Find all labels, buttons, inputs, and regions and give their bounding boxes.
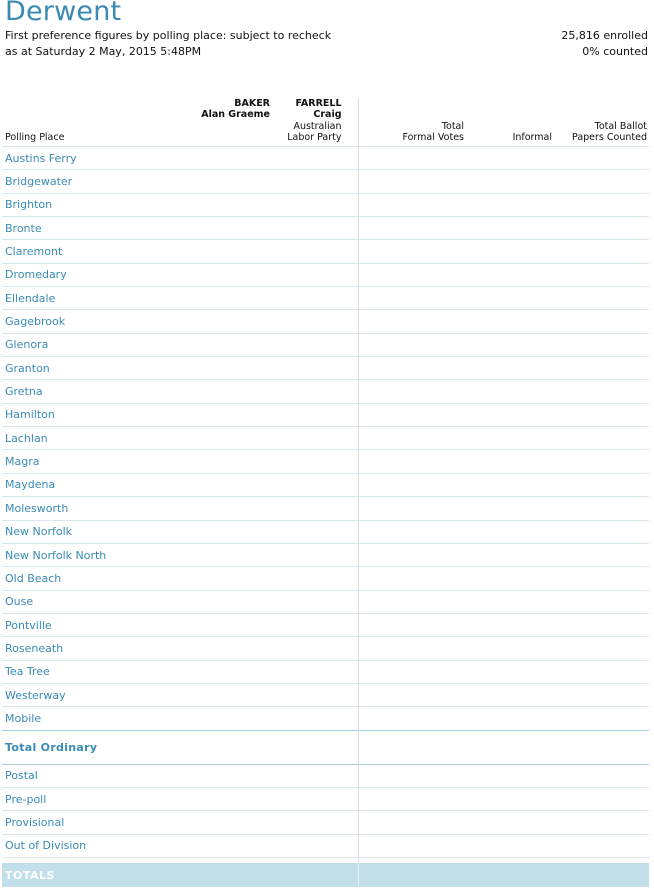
result-cell [182,473,270,496]
result-cell [358,333,470,356]
result-cell [470,543,558,566]
result-cell [558,567,649,590]
result-cell [470,520,558,543]
result-cell [558,683,649,706]
polling-place-name[interactable]: Roseneath [2,637,182,660]
page-title: Derwent [5,0,122,27]
result-cell [182,170,270,193]
result-cell [470,357,558,380]
polling-place-name[interactable]: New Norfolk [2,520,182,543]
result-cell [182,613,270,636]
result-cell [182,193,270,216]
table-row [2,613,649,636]
result-cell [270,147,358,170]
table-row [2,170,649,193]
result-cell [470,170,558,193]
result-cell [470,147,558,170]
result-cell [558,217,649,240]
result-cell [358,450,470,473]
result-cell [558,613,649,636]
result-cell [558,427,649,450]
result-cell [558,811,649,834]
polling-place-name[interactable]: Mobile [2,707,182,730]
result-cell [182,357,270,380]
result-cell [182,217,270,240]
polling-place-name[interactable]: Postal [2,764,182,787]
polling-place-name[interactable]: Pre-poll [2,787,182,810]
result-cell [558,240,649,263]
result-cell [558,660,649,683]
result-cell [270,730,358,764]
result-cell [558,787,649,810]
table-row [2,240,649,263]
result-cell [182,730,270,764]
result-cell [358,287,470,310]
result-cell [270,834,358,857]
result-cell [270,520,358,543]
result-cell [470,473,558,496]
candidate-given-name: Alan Graeme [201,109,270,120]
polling-place-name[interactable]: Hamilton [2,403,182,426]
result-cell [470,787,558,810]
candidate-party [270,121,342,143]
result-cell [182,427,270,450]
result-cell [182,450,270,473]
table-row [2,403,649,426]
polling-place-name[interactable]: Austins Ferry [2,147,182,170]
result-cell [358,543,470,566]
result-cell [558,287,649,310]
result-cell [270,287,358,310]
result-cell [358,613,470,636]
polling-place-name[interactable]: Ouse [2,590,182,613]
table-row [2,450,649,473]
polling-place-name[interactable]: Pontville [2,613,182,636]
result-cell [182,263,270,286]
result-cell [558,590,649,613]
polling-place-name[interactable]: Old Beach [2,567,182,590]
result-cell [470,240,558,263]
table-row [2,660,649,683]
table-row [2,310,649,333]
result-cell [182,637,270,660]
result-cell [558,310,649,333]
table-row [2,811,649,834]
result-cell [470,811,558,834]
result-cell [270,427,358,450]
result-cell [470,590,558,613]
result-cell [270,637,358,660]
result-cell [470,613,558,636]
table-row [2,543,649,566]
polling-place-name[interactable]: Glenora [2,333,182,356]
result-cell [358,403,470,426]
result-cell [470,310,558,333]
result-cell [358,764,470,787]
table-header-row [2,98,649,147]
result-cell [358,520,470,543]
result-cell [270,764,358,787]
result-cell [270,787,358,810]
polling-place-name[interactable]: Molesworth [2,497,182,520]
result-cell [270,357,358,380]
result-cell [470,263,558,286]
result-cell [182,310,270,333]
result-cell [470,287,558,310]
result-cell [270,683,358,706]
result-cell [182,497,270,520]
result-cell [470,637,558,660]
polling-place-name[interactable]: Brighton [2,193,182,216]
result-cell [270,567,358,590]
result-cell [270,660,358,683]
result-cell [358,811,470,834]
polling-place-name[interactable]: Out of Division [2,834,182,857]
result-cell [182,543,270,566]
result-cell [470,834,558,857]
table-row [2,333,649,356]
result-cell [270,811,358,834]
report-subtitle: First preference figures by polling place: subject to recheck [5,29,332,42]
result-cell [470,380,558,403]
result-cell [270,170,358,193]
result-cell [558,403,649,426]
result-cell [558,730,649,764]
column-header-total-formal [358,98,470,147]
table-row [2,497,649,520]
column-header-polling-place: Polling Place [5,132,65,143]
result-cell [270,403,358,426]
table-row [2,683,649,706]
result-cell [470,683,558,706]
table-row [2,357,649,380]
table-row [2,787,649,810]
candidate-surname: BAKER [234,98,270,109]
result-cell [470,193,558,216]
result-cell [558,764,649,787]
result-cell [270,193,358,216]
polling-place-name[interactable]: Ellendale [2,287,182,310]
table-row [2,637,649,660]
candidate-party-line-1: Australian [293,121,342,132]
polling-place-name[interactable]: Maydena [2,473,182,496]
result-cell [270,543,358,566]
polling-place-name[interactable]: Gagebrook [2,310,182,333]
result-cell [358,787,470,810]
result-cell [182,590,270,613]
result-cell [470,730,558,764]
result-cell [182,707,270,730]
result-cell [470,764,558,787]
result-cell [558,834,649,857]
result-cell [358,193,470,216]
result-cell [558,707,649,730]
result-cell [182,863,270,887]
result-cell [182,380,270,403]
result-cell [358,683,470,706]
polling-place-name[interactable]: Granton [2,357,182,380]
result-cell [470,707,558,730]
result-cell [558,147,649,170]
counted-percent: 0% counted [582,45,648,58]
polling-place-name[interactable]: Provisional [2,811,182,834]
result-cell [182,333,270,356]
result-cell [182,403,270,426]
result-cell [182,567,270,590]
result-cell [358,217,470,240]
result-cell [270,707,358,730]
result-cell [470,660,558,683]
report-timestamp: as at Saturday 2 May, 2015 5:48PM [5,45,202,58]
result-cell [358,834,470,857]
totals-row [2,863,649,887]
result-cell [358,240,470,263]
result-cell [470,427,558,450]
table-row [2,473,649,496]
result-cell [470,333,558,356]
candidate-party-line-2: Labor Party [287,132,342,143]
table-row [2,427,649,450]
result-cell [358,147,470,170]
polling-place-name[interactable]: Gretna [2,380,182,403]
column-header-candidate-farrell [270,98,358,147]
result-cell [182,287,270,310]
table-row [2,567,649,590]
column-header-total-ballot [558,98,649,147]
result-cell [558,333,649,356]
result-cell [182,683,270,706]
result-cell [182,147,270,170]
table-row [2,520,649,543]
result-cell [270,590,358,613]
result-cell [558,863,649,887]
table-row [2,764,649,787]
polling-place-name[interactable]: Lachlan [2,427,182,450]
header-line-2: Formal Votes [402,132,464,143]
result-cell [558,170,649,193]
candidate-given-name: Craig [313,109,342,120]
result-cell [270,240,358,263]
result-cell [270,380,358,403]
result-cell [358,707,470,730]
polling-place-name[interactable]: Bridgewater [2,170,182,193]
result-cell [470,450,558,473]
result-cell [558,520,649,543]
result-cell [182,764,270,787]
polling-place-name[interactable]: Claremont [2,240,182,263]
result-cell [358,730,470,764]
table-row [2,193,649,216]
result-cell [270,333,358,356]
result-cell [358,170,470,193]
result-cell [270,497,358,520]
result-cell [182,660,270,683]
table-row [2,287,649,310]
result-cell [182,811,270,834]
result-cell [558,543,649,566]
result-cell [182,787,270,810]
result-cell [270,473,358,496]
results-table [2,98,649,887]
result-cell [558,263,649,286]
result-cell [358,263,470,286]
result-cell [470,403,558,426]
result-cell [270,217,358,240]
result-cell [358,660,470,683]
result-cell [358,473,470,496]
result-cell [558,380,649,403]
result-cell [558,357,649,380]
result-cell [358,863,470,887]
result-cell [558,450,649,473]
column-header-candidate-baker [182,98,270,147]
result-cell [182,520,270,543]
result-cell [270,863,358,887]
column-header-informal: Informal [512,132,552,143]
table-row [2,590,649,613]
result-cell [558,193,649,216]
result-cell [358,497,470,520]
candidate-surname: FARRELL [295,98,342,109]
result-cell [470,217,558,240]
result-cell [558,473,649,496]
result-cell [182,834,270,857]
polling-place-name[interactable]: Westerway [2,683,182,706]
result-cell [470,863,558,887]
polling-place-name[interactable]: Bronte [2,217,182,240]
header-line-1: Total Ballot [594,121,647,132]
table-row [2,263,649,286]
polling-place-name[interactable]: New Norfolk North [2,543,182,566]
polling-place-name[interactable]: Magra [2,450,182,473]
result-cell [358,637,470,660]
header-line-1: Total [441,121,464,132]
result-cell [270,310,358,333]
table-row [2,217,649,240]
result-cell [470,497,558,520]
polling-place-name[interactable]: Total Ordinary [2,730,182,764]
header-line-2: Papers Counted [572,132,647,143]
result-cell [358,357,470,380]
enrolled-count: 25,816 enrolled [561,29,648,42]
table-row [2,147,649,170]
table-row [2,380,649,403]
table-row [2,834,649,857]
polling-place-name[interactable]: Dromedary [2,263,182,286]
result-cell [358,310,470,333]
result-cell [358,590,470,613]
total-ordinary-row [2,730,649,764]
result-cell [358,380,470,403]
result-cell [558,637,649,660]
result-cell [270,613,358,636]
result-cell [470,567,558,590]
result-cell [270,263,358,286]
result-cell [358,427,470,450]
result-cell [182,240,270,263]
result-cell [358,567,470,590]
result-cell [558,497,649,520]
table-row [2,707,649,730]
result-cell [270,450,358,473]
polling-place-name: TOTALS [2,863,182,887]
polling-place-name[interactable]: Tea Tree [2,660,182,683]
